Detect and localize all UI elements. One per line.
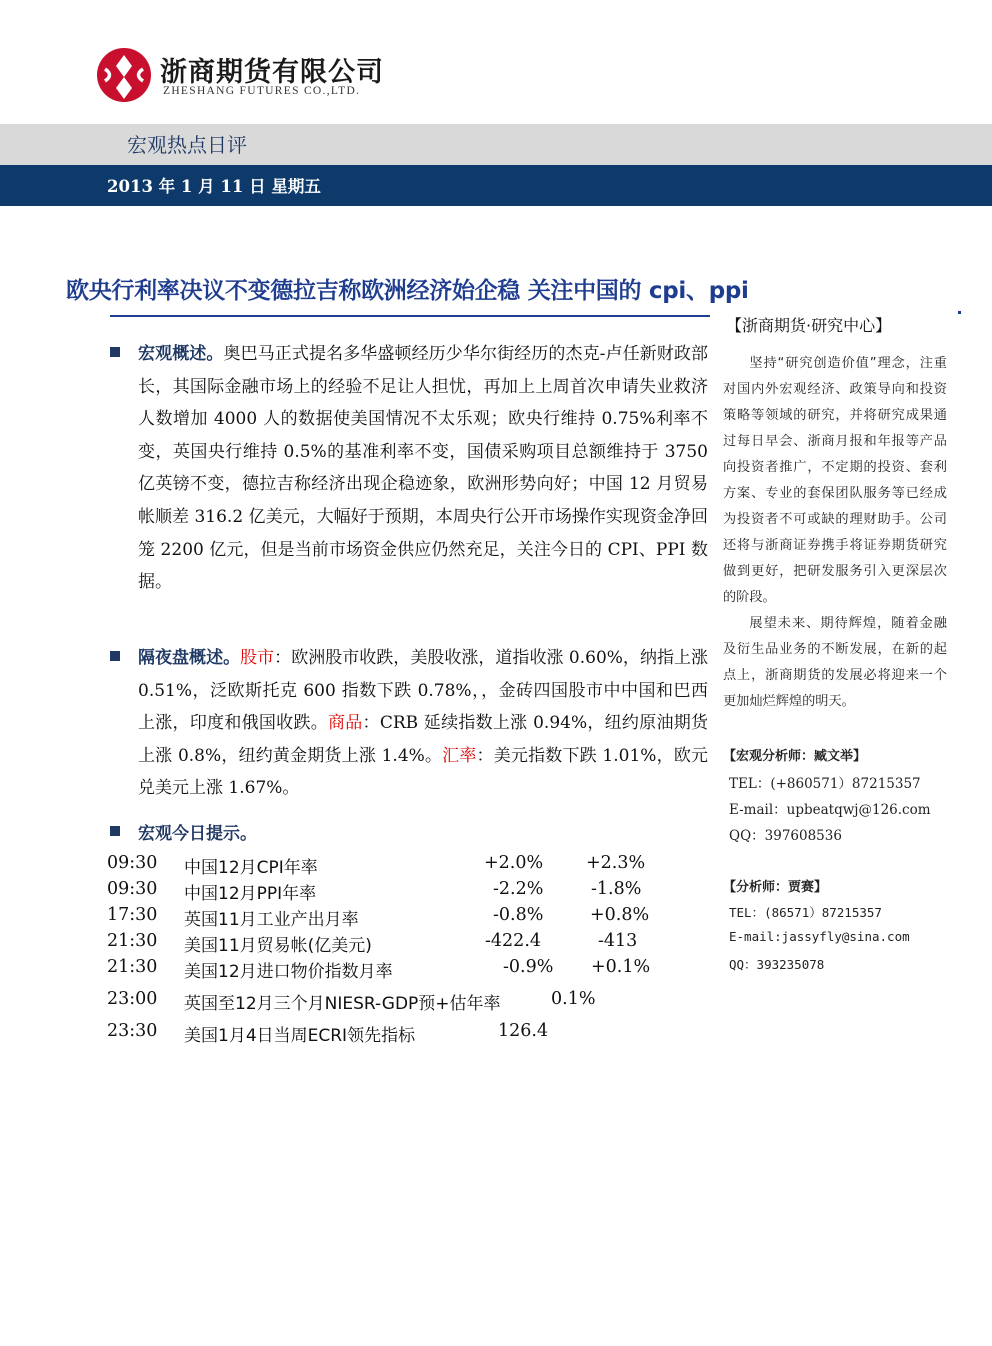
- today-tips-heading: 宏观今日提示。: [138, 824, 257, 844]
- calendar-time: 09:30: [107, 879, 158, 899]
- calendar-time: 23:30: [107, 1021, 158, 1041]
- calendar-previous: 126.4: [498, 1021, 549, 1041]
- sidebar-intro-2: 展望未来、期待辉煌，随着金融及衍生品业务的不断发展，在新的起点上，浙商期货的发展必将迎来一个更加灿烂辉煌的明天。: [723, 616, 947, 709]
- calendar-event: 英国11月工业产出月率: [184, 910, 359, 930]
- macro-overview-paragraph: [138, 338, 708, 599]
- square-bullet-icon: [110, 826, 120, 836]
- fx-label: 汇率: [442, 745, 477, 766]
- calendar-time: 17:30: [107, 905, 158, 925]
- calendar-forecast: -413: [598, 931, 638, 951]
- square-bullet-icon: [110, 347, 120, 357]
- macro-overview-heading: 宏观概述。: [138, 344, 224, 364]
- calendar-time: 09:30: [107, 853, 158, 873]
- calendar-event: 中国12月PPI年率: [184, 884, 317, 904]
- page-title: 欧央行利率决议不变德拉吉称欧洲经济始企稳 关注中国的 cpi、ppi: [66, 278, 749, 304]
- analyst-2-heading: 【分析师：贾赛】: [723, 880, 828, 895]
- macro-overview-text: 奥巴马正式提名多华盛顿经历少华尔街经历的杰克-卢任新财政部长，其国际金融市场上的经验不足让人担忧，再加上上周首次申请失业救济人数增加 4000 人的数据使美国情况不太乐观；欧央行维持 0.75%利率不变，英国央行维持 0.5%的基准利率不变，国债采购项目总额维持于 3750 亿英镑不变，德拉吉称经济出现企稳迹象，欧洲形势向好；中国 12 月贸易帐顺差 316.2 亿美元，大幅好于预期，本周央行公开市场操作实现资金净回笼 2200 亿元，但是当前市场资金供应仍然充足，关注今日的 CPI、PPI 数据。: [138, 344, 709, 593]
- sidebar-title: 【浙商期货·研究中心】: [726, 316, 892, 335]
- square-bullet-icon: [110, 651, 120, 661]
- title-underline: [110, 315, 710, 317]
- calendar-previous: 0.1%: [551, 989, 596, 1009]
- analyst-2-qq: QQ：393235078: [729, 957, 825, 972]
- calendar-previous: -2.2%: [493, 879, 544, 899]
- analyst-1-tel: TEL：(+860571）87215357: [729, 776, 921, 792]
- calendar-previous: +2.0%: [484, 853, 544, 873]
- calendar-event: 美国12月进口物价指数月率: [184, 962, 393, 982]
- analyst-2-tel: TEL：(86571）87215357: [729, 905, 882, 920]
- calendar-time: 21:30: [107, 957, 158, 977]
- company-logo-icon: [96, 47, 152, 103]
- calendar-previous: -422.4: [485, 931, 542, 951]
- commodity-text: ：CRB 延续指数上涨 0.94%，纽约原油期货上涨 0.8%，纽约黄金期货上涨 1.4%。: [138, 713, 709, 766]
- calendar-event: 美国11月贸易帐(亿美元): [184, 936, 372, 956]
- analyst-1-qq: QQ：397608536: [729, 828, 842, 844]
- analyst-1-email[interactable]: E-mail：upbeatqwj@126.com: [729, 802, 931, 818]
- company-name-en: ZHESHANG FUTURES CO.,LTD.: [163, 85, 361, 97]
- stock-label: 股市: [240, 648, 275, 668]
- overnight-heading: 隔夜盘概述。: [138, 648, 241, 668]
- calendar-event: 美国1月4日当周ECRI领先指标: [184, 1026, 416, 1046]
- calendar-time: 23:00: [107, 989, 158, 1009]
- calendar-event: 英国至12月三个月NIESR-GDP预+估年率: [184, 994, 501, 1014]
- calendar-event: 中国12月CPI年率: [184, 858, 318, 878]
- report-type: 宏观热点日评: [127, 133, 247, 157]
- overnight-paragraph: [138, 642, 708, 805]
- report-date: 2013 年 1 月 11 日 星期五: [107, 177, 321, 196]
- company-name-cn: 浙商期货有限公司: [160, 57, 384, 88]
- calendar-previous: -0.9%: [503, 957, 554, 977]
- calendar-previous: -0.8%: [493, 905, 544, 925]
- calendar-forecast: -1.8%: [591, 879, 642, 899]
- sidebar-intro-1: 坚持“研究创造价值”理念，注重对国内外宏观经济、政策导向和投资策略等领域的研究，并将研究成果通过每日早会、浙商月报和年报等产品向投资者推广，不定期的投资、套利方案、专业的套保团队服务等已经成为投资者不可或缺的理财助手。公司还将与浙商证券携手将证券期货研究做到更好，把研发服务引入更深层次的阶段。: [723, 356, 947, 605]
- decorative-dot: [958, 311, 961, 314]
- analyst-1-heading: 【宏观分析师：臧文举】: [723, 749, 867, 764]
- stock-text: ：欧洲股市收跌，美股收涨，道指收涨 0.60%，纳指上涨 0.51%，泛欧斯托克 600 指数下跌 0.78%，，金砖四国股市中中国和巴西上涨，印度和俄国收跌。: [138, 648, 709, 734]
- fx-text: ：美元指数下跌 1.01%，欧元兑美元上涨 1.67%。: [138, 745, 708, 799]
- calendar-forecast: +2.3%: [586, 853, 646, 873]
- calendar-forecast: +0.8%: [590, 905, 650, 925]
- calendar-forecast: +0.1%: [591, 957, 651, 977]
- analyst-2-email[interactable]: E-mail:jassyfly@sina.com: [729, 929, 910, 944]
- calendar-time: 21:30: [107, 931, 158, 951]
- commodity-label: 商品: [328, 713, 363, 734]
